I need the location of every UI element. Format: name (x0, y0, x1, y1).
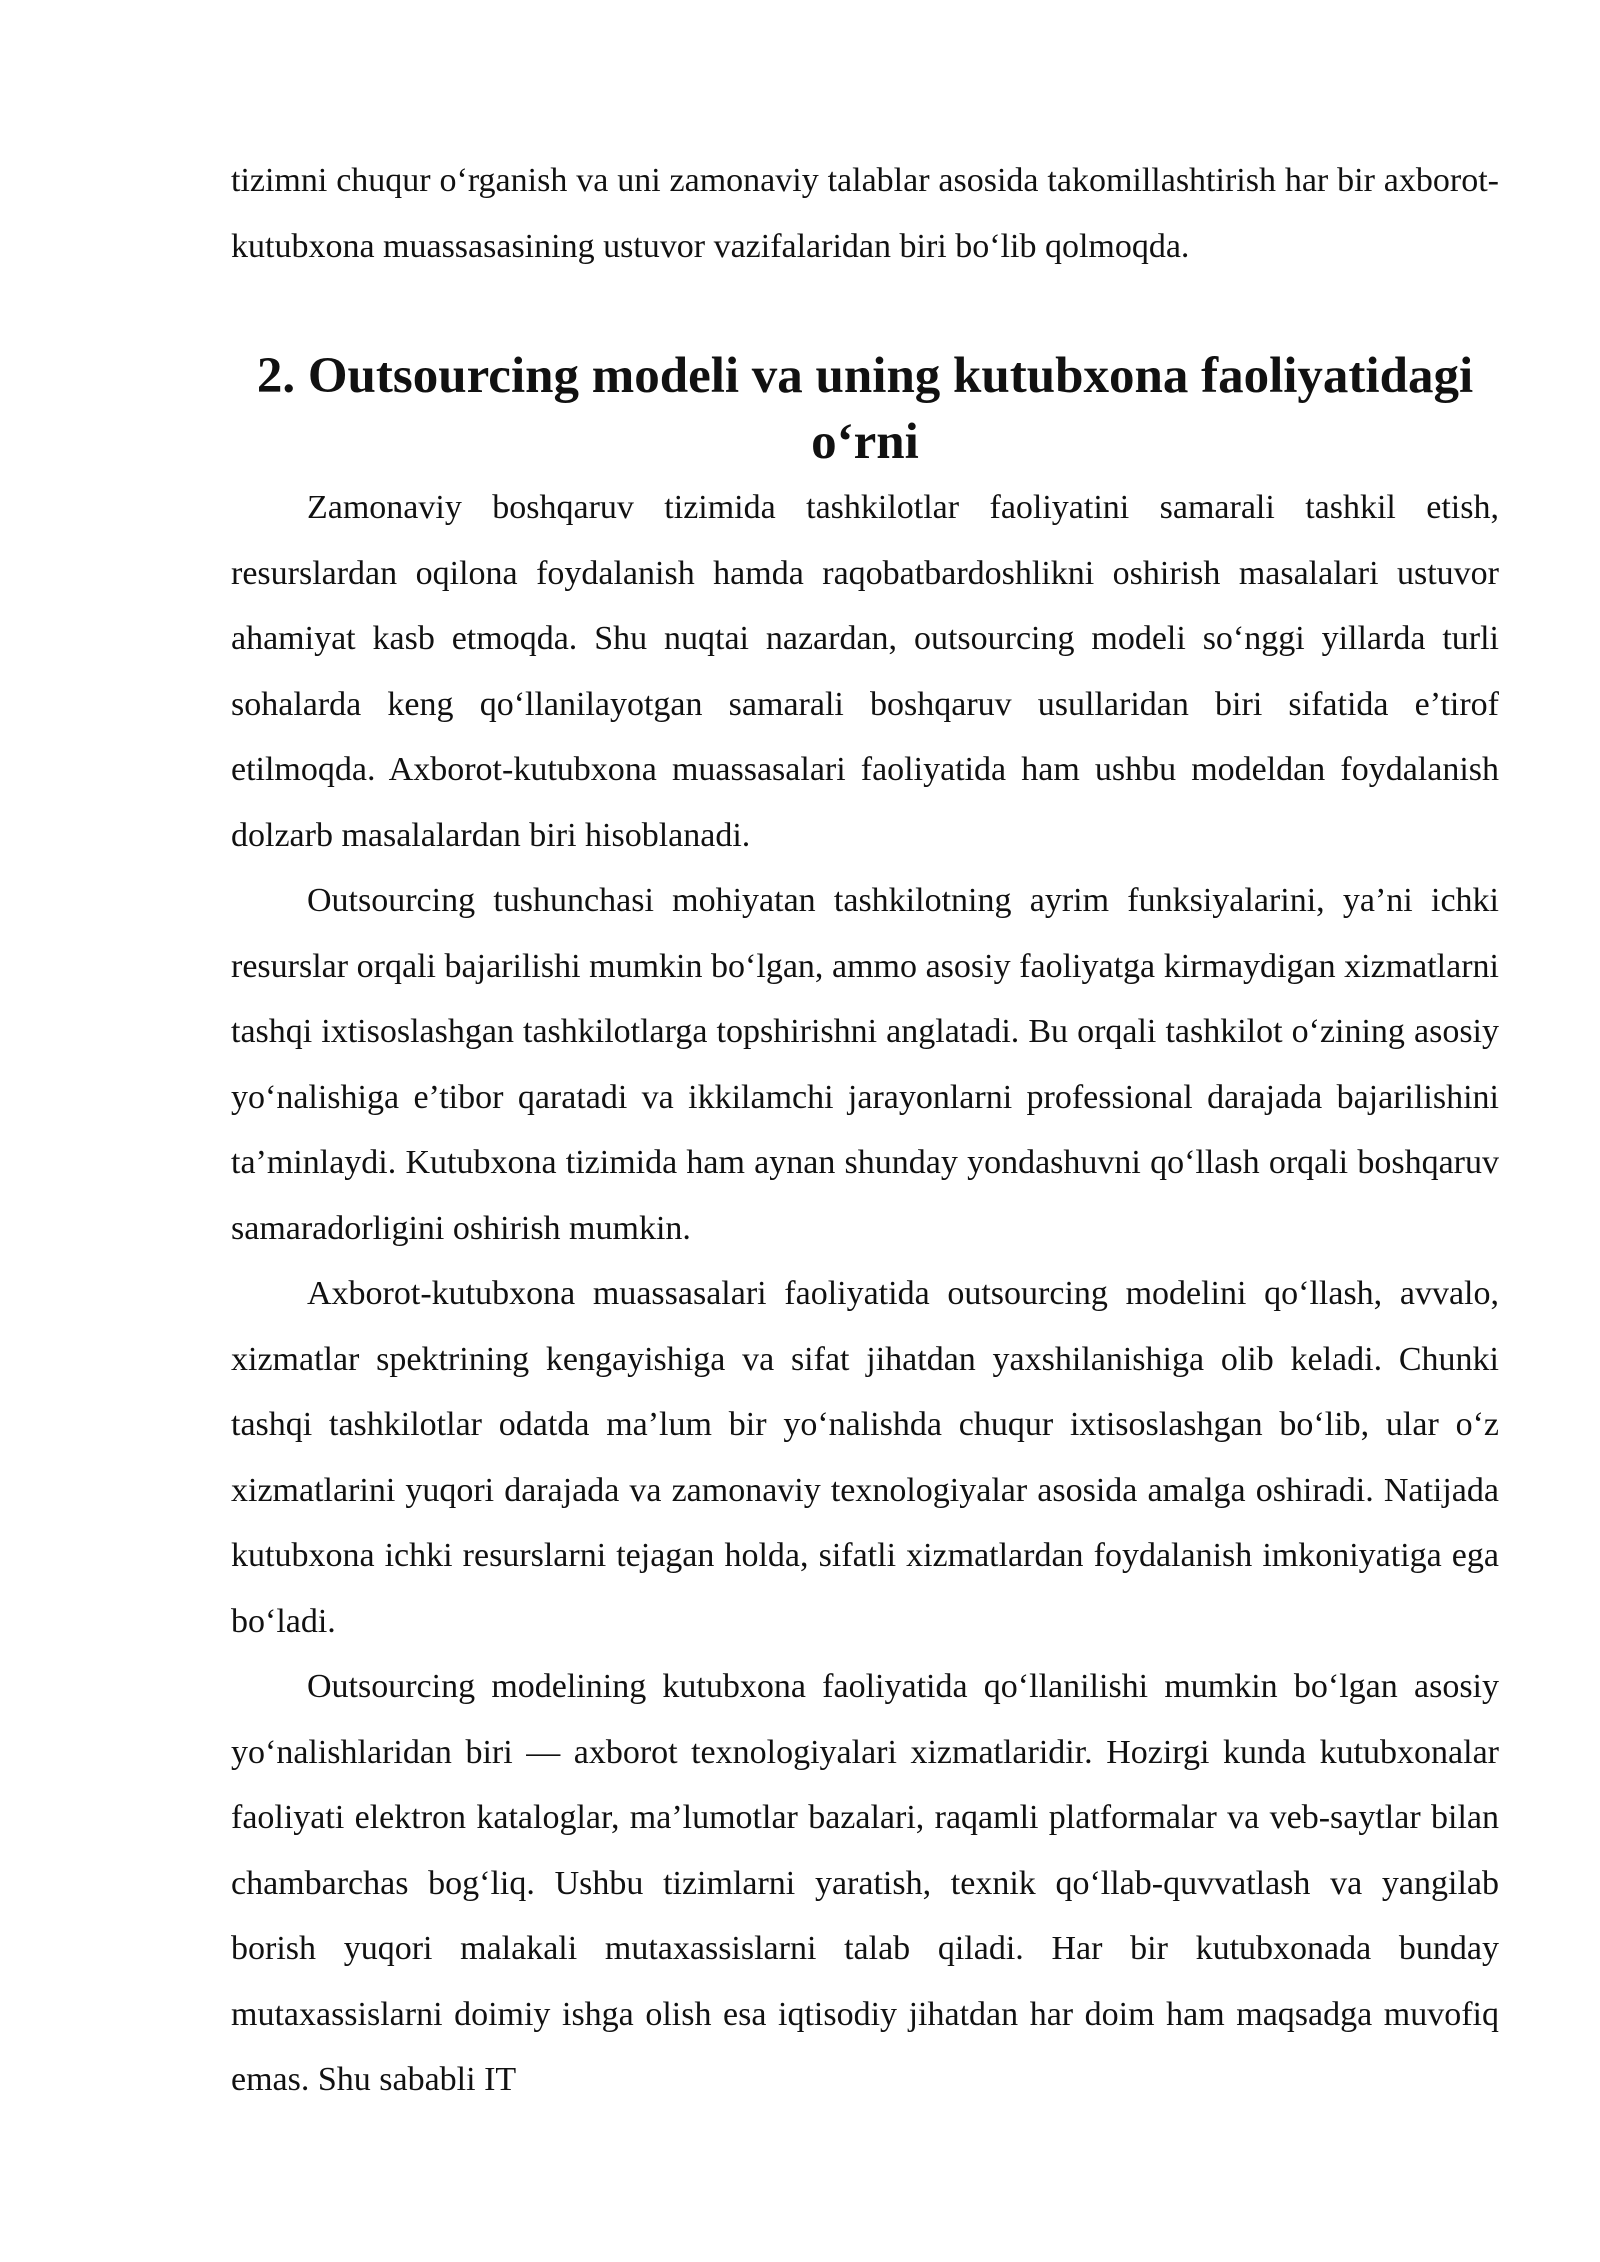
paragraph-4: Outsourcing modelining kutubxona faoliyatida qo‘llanilishi mumkin bo‘lgan asosiy yo‘nalishlaridan biri — axborot texnologiyalari xizmatlaridir. Hozirgi kunda kutubxonalar faoliyati elektron kataloglar, ma’lumotlar bazalari, raqamli platformalar va veb-saytlar bilan chambarchas bog‘liq. Ushbu tizimlarni yaratish, texnik qo‘llab-quvvatlash va yangilab borish yuqori malakali mutaxassislarni talab qiladi. Har bir kutubxonada bunday mutaxassislarni doimiy ishga olish esa iqtisodiy jihatdan har doim ham maqsadga muvofiq emas. Shu sababli IT (231, 1668, 1499, 2098)
section-heading: 2. Outsourcing modeli va uning kutubxona faoliyatidagi o‘rni (256, 348, 1474, 470)
paragraph-continued: tizimni chuqur o‘rganish va uni zamonaviy talablar asosida takomillashtirish har bir axborot-kutubxona muassasasining ustuvor vazifalaridan biri bo‘lib qolmoqda. (231, 162, 1499, 265)
document-page (231, 148, 1499, 2113)
paragraph-1: Zamonaviy boshqaruv tizimida tashkilotlar faoliyatini samarali tashkil etish, resurslardan oqilona foydalanish hamda raqobatbardoshlikni oshirish masalalari ustuvor ahamiyat kasb etmoqda. Shu nuqtai nazardan, outsourcing modeli so‘nggi yillarda turli sohalarda keng qo‘llanilayotgan samarali boshqaruv usullaridan biri sifatida e’tirof etilmoqda. Axborot-kutubxona muassasalari faoliyatida ham ushbu modeldan foydalanish dolzarb masalalardan biri hisoblanadi. (231, 489, 1499, 854)
paragraph-2: Outsourcing tushunchasi mohiyatan tashkilotning ayrim funksiyalarini, ya’ni ichki resurslar orqali bajarilishi mumkin bo‘lgan, ammo asosiy faoliyatga kirmaydigan xizmatlarni tashqi ixtisoslashgan tashkilotlarga topshirishni anglatadi. Bu orqali tashkilot o‘zining asosiy yo‘nalishiga e’tibor qaratadi va ikkilamchi jarayonlarni professional darajada bajarilishini ta’minlaydi. Kutubxona tizimida ham aynan shunday yondashuvni qo‘llash orqali boshqaruv samaradorligini oshirish mumkin. (231, 882, 1499, 1247)
paragraph-3: Axborot-kutubxona muassasalari faoliyatida outsourcing modelini qo‘llash, avvalo, xizmatlar spektrining kengayishiga va sifat jihatdan yaxshilanishiga olib keladi. Chunki tashqi tashkilotlar odatda ma’lum bir yo‘nalishda chuqur ixtisoslashgan bo‘lib, ular o‘z xizmatlarini yuqori darajada va zamonaviy texnologiyalar asosida amalga oshiradi. Natijada kutubxona ichki resurslarni tejagan holda, sifatli xizmatlardan foydalanish imkoniyatiga ega bo‘ladi. (231, 1275, 1499, 1640)
